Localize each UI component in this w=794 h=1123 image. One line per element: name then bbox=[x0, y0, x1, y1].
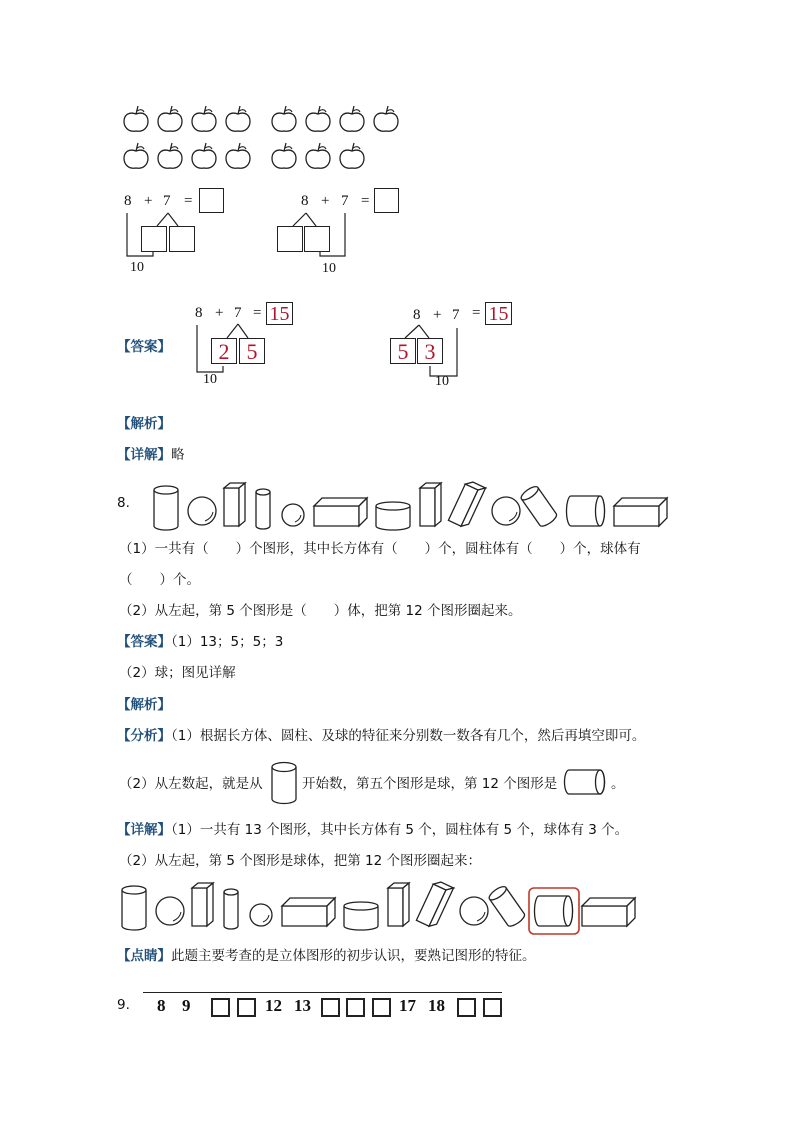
q8-part1-line2: （ ）个。 bbox=[119, 572, 200, 588]
sequence-blank-box[interactable] bbox=[457, 998, 476, 1017]
cuboid-flat-shape bbox=[282, 898, 335, 926]
sequence-number: 9 bbox=[182, 996, 191, 1015]
sequence-blank-box[interactable] bbox=[211, 998, 230, 1017]
cylinder-tilted-shape bbox=[519, 484, 558, 528]
sphere-small-shape bbox=[250, 904, 272, 926]
split-box-2[interactable] bbox=[304, 226, 330, 252]
detail-text: 略 bbox=[171, 447, 185, 463]
fenxi-text: （1）根据长方体、圆柱、及球的特征来分别数一数各有几个，然后再填空即可。 bbox=[171, 728, 646, 744]
analysis-tag: 【解析】 bbox=[117, 416, 171, 432]
cylinder-flat-shape bbox=[344, 902, 378, 930]
apple-icon bbox=[158, 106, 182, 131]
apples-illustration bbox=[120, 104, 400, 174]
sphere-shape bbox=[156, 897, 184, 925]
plus-sign: + bbox=[433, 307, 442, 323]
addend-a: 8 bbox=[301, 193, 309, 209]
sequence-number: 17 bbox=[399, 996, 416, 1015]
cuboid-tall-shape bbox=[388, 883, 409, 926]
question-number: 9. bbox=[117, 997, 130, 1013]
equals-sign: = bbox=[253, 305, 262, 321]
cuboid-flat-shape bbox=[582, 898, 635, 926]
split-box-1: 5 bbox=[390, 338, 416, 364]
fenxi2-part-a: （2）从左数起，就是从 bbox=[119, 776, 263, 792]
addend-a: 8 bbox=[195, 305, 203, 321]
apple-icon bbox=[158, 143, 182, 168]
q8-fenxi bbox=[117, 727, 645, 745]
apple-icon bbox=[226, 106, 250, 131]
sphere-small-shape bbox=[282, 504, 304, 526]
result-box: 15 bbox=[485, 302, 512, 325]
apple-group bbox=[120, 104, 400, 174]
apple-icon bbox=[192, 106, 216, 131]
cylinder-upright-icon bbox=[270, 762, 300, 806]
q8-detail1 bbox=[117, 821, 628, 839]
split-box-1: 2 bbox=[211, 338, 237, 364]
sequence-blank-box[interactable] bbox=[483, 998, 502, 1017]
cylinder-flat-shape bbox=[376, 502, 410, 530]
shapes-row-circled bbox=[118, 880, 638, 936]
addend-b: 7 bbox=[452, 307, 460, 323]
shapes-row bbox=[150, 480, 670, 532]
cuboid-tall-shape bbox=[192, 883, 213, 926]
apple-icon bbox=[306, 106, 330, 131]
cylinder-shape bbox=[154, 486, 178, 530]
apple-icon bbox=[226, 143, 250, 168]
fenxi-tag: 【分析】 bbox=[117, 728, 171, 744]
split-box-2: 3 bbox=[417, 338, 443, 364]
cylinder-tilted-shape bbox=[487, 884, 526, 928]
cuboid-tilted-shape bbox=[416, 880, 453, 929]
cylinder-lying-shape bbox=[535, 896, 573, 926]
apple-icon bbox=[272, 106, 296, 131]
q8-part1-line1: （1）一共有（ ）个图形，其中长方体有（ ）个，圆柱体有（ ）个，球体有 bbox=[119, 541, 641, 557]
sequence-blank-box[interactable] bbox=[372, 998, 391, 1017]
apple-icon bbox=[374, 106, 398, 131]
plus-sign: + bbox=[321, 193, 330, 209]
addend-b: 7 bbox=[341, 193, 349, 209]
apple-icon bbox=[124, 106, 148, 131]
addend-a: 8 bbox=[413, 307, 421, 323]
question-number: 8. bbox=[117, 495, 130, 511]
ten-label: 10 bbox=[130, 260, 144, 275]
answer-tag: 【答案】 bbox=[117, 339, 171, 355]
cuboid-flat-shape bbox=[614, 498, 667, 526]
dianjing-text: 此题主要考查的是立体图形的初步认识，要熟记图形的特征。 bbox=[171, 948, 536, 964]
detail-text: （1）一共有 13 个图形，其中长方体有 5 个，圆柱体有 5 个，球体有 3 个。 bbox=[171, 822, 629, 838]
split-box-1[interactable] bbox=[141, 226, 167, 252]
analysis-tag: 【解析】 bbox=[117, 697, 171, 713]
sphere-shape bbox=[188, 497, 216, 525]
cylinder-shape bbox=[122, 886, 146, 930]
equals-sign: = bbox=[184, 193, 193, 209]
sequence-blank-box[interactable] bbox=[237, 998, 256, 1017]
apple-icon bbox=[306, 143, 330, 168]
apple-icon bbox=[124, 143, 148, 168]
ten-label: 10 bbox=[435, 374, 449, 389]
apple-icon bbox=[192, 143, 216, 168]
sequence-blank-box[interactable] bbox=[346, 998, 365, 1017]
detail7 bbox=[117, 446, 185, 464]
apple-icon bbox=[272, 143, 296, 168]
cylinder-lying-icon bbox=[562, 768, 610, 796]
q8-part2: （2）从左起，第 5 个图形是（ ）体，把第 12 个图形圈起来。 bbox=[119, 603, 522, 619]
plus-sign: + bbox=[215, 305, 224, 321]
plus-sign: + bbox=[144, 193, 153, 209]
split-box-2: 5 bbox=[239, 338, 265, 364]
cuboid-tall-shape bbox=[224, 483, 245, 526]
ten-label: 10 bbox=[203, 372, 217, 387]
result-box[interactable] bbox=[374, 188, 399, 213]
addend-a: 8 bbox=[124, 193, 132, 209]
cuboid-tilted-shape bbox=[448, 480, 485, 529]
ten-label: 10 bbox=[322, 261, 336, 276]
apple-icon bbox=[340, 143, 364, 168]
equals-sign: = bbox=[472, 305, 481, 321]
sphere-shape bbox=[492, 497, 520, 525]
split-box-1[interactable] bbox=[277, 226, 303, 252]
sphere-shape bbox=[460, 897, 488, 925]
sequence-number: 13 bbox=[294, 996, 311, 1015]
answer-text: （1）13；5；5；3 bbox=[171, 634, 284, 650]
cylinder-thin-shape bbox=[256, 489, 270, 529]
cylinder-thin-shape bbox=[224, 889, 238, 929]
q8-answer1 bbox=[117, 633, 283, 651]
cylinder-lying-shape bbox=[567, 496, 605, 526]
sequence-number: 18 bbox=[428, 996, 445, 1015]
dianjing-tag: 【点睛】 bbox=[117, 948, 171, 964]
sequence-blank-box[interactable] bbox=[321, 998, 340, 1017]
detail-tag: 【详解】 bbox=[117, 447, 171, 463]
apple-icon bbox=[340, 106, 364, 131]
split-box-2[interactable] bbox=[169, 226, 195, 252]
fenxi2-part-b: 开始数，第五个图形是球，第 12 个图形是 bbox=[302, 776, 558, 792]
q8-detail2: （2）从左起，第 5 个图形是球体，把第 12 个图形圈起来： bbox=[119, 853, 482, 869]
addend-b: 7 bbox=[234, 305, 242, 321]
q8-answer2: （2）球；图见详解 bbox=[119, 665, 236, 681]
answer-tag: 【答案】 bbox=[117, 634, 171, 650]
cuboid-flat-shape bbox=[314, 498, 367, 526]
addend-b: 7 bbox=[163, 193, 171, 209]
equals-sign: = bbox=[361, 193, 370, 209]
result-box: 15 bbox=[266, 302, 293, 325]
cuboid-tall-shape bbox=[420, 483, 441, 526]
fenxi2-part-c: 。 bbox=[611, 776, 625, 792]
sequence-number: 12 bbox=[265, 996, 282, 1015]
q8-dianjing bbox=[117, 947, 536, 965]
number-line bbox=[143, 992, 502, 993]
sequence-number: 8 bbox=[157, 996, 166, 1015]
detail-tag: 【详解】 bbox=[117, 822, 171, 838]
